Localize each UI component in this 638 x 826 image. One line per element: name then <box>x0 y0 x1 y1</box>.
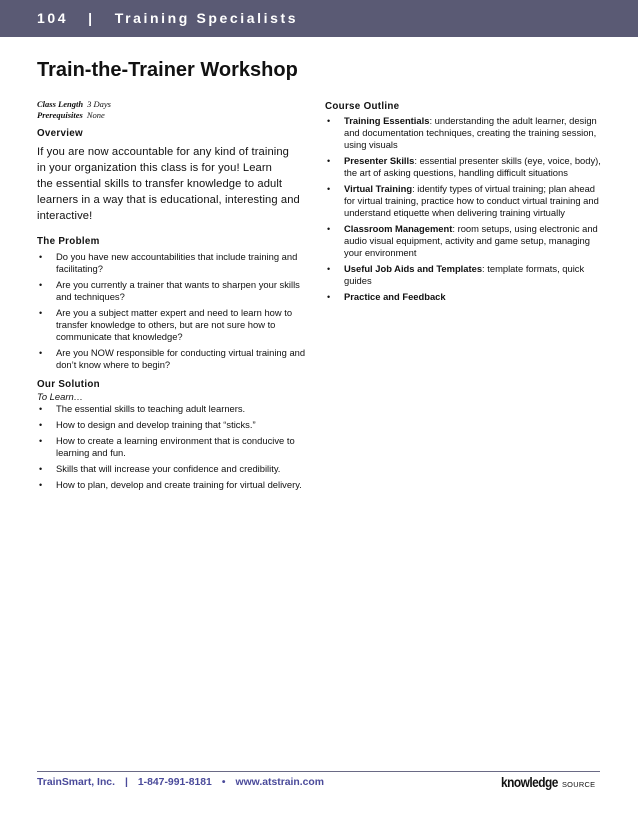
overview-line: the essential skills to transfer knowledge to adult <box>37 178 283 190</box>
overview-line: in your organization this class is for you! Learn <box>37 162 272 174</box>
list-item-text: Are you NOW responsible for conducting virtual training and don’t know where to begin? <box>56 347 306 370</box>
problem-list <box>37 251 313 371</box>
outline-list <box>325 115 605 303</box>
bullet-icon: • <box>327 224 331 234</box>
prerequisites <box>37 110 313 121</box>
overview-heading: Overview <box>37 128 83 139</box>
list-item <box>37 479 313 491</box>
outline-item-text: : essential presenter skills (eye, voice, body), the art of asking questions, handling difficult situations <box>344 155 601 178</box>
list-item <box>37 463 313 475</box>
left-column <box>37 99 313 495</box>
bullet-icon: • <box>327 264 331 274</box>
page-title: Train-the-Trainer Workshop <box>37 59 298 81</box>
list-item <box>37 403 313 415</box>
solution-subheading: To Learn… <box>37 391 84 402</box>
list-item-text: Skills that will increase your confidence and credibility. <box>56 463 281 474</box>
bullet-icon: • <box>39 404 43 414</box>
footer-company: TrainSmart, Inc. <box>37 777 115 788</box>
list-item-text: The essential skills to teaching adult learners. <box>56 403 246 414</box>
overview-text <box>37 144 313 224</box>
bullet-icon: • <box>39 464 43 474</box>
running-header <box>37 10 298 26</box>
class-length-value: 3 Days <box>87 99 111 109</box>
bullet-icon: • <box>39 436 43 446</box>
list-item <box>325 115 605 151</box>
bullet-icon: • <box>39 308 43 318</box>
footer-website[interactable]: www.atstrain.com <box>235 777 325 788</box>
outline-item-label: Presenter Skills <box>344 155 415 166</box>
bullet-icon: • <box>327 116 331 126</box>
outline-item-label: Training Essentials <box>344 115 430 126</box>
list-item <box>37 419 313 431</box>
footer-separator: | <box>124 777 128 788</box>
bullet-icon: • <box>39 348 43 358</box>
header-separator: | <box>88 10 95 26</box>
page-number: 104 <box>37 10 69 26</box>
list-item-text: How to design and develop training that “sticks.” <box>56 419 256 430</box>
list-item <box>37 279 313 303</box>
outline-item-label: Virtual Training <box>344 183 413 194</box>
list-item <box>37 347 313 371</box>
list-item <box>325 291 605 303</box>
list-item-text: Are you a subject matter expert and need to learn how to transfer knowledge to others, but are not sure how to communicate that knowledge? <box>56 307 293 342</box>
outline-heading: Course Outline <box>325 101 400 112</box>
list-item-text: How to plan, develop and create training for virtual delivery. <box>56 479 302 490</box>
list-item <box>325 263 605 287</box>
list-item <box>325 223 605 259</box>
list-item-text: Are you currently a trainer that wants to sharpen your skills and techniques? <box>56 279 300 302</box>
problem-heading: The Problem <box>37 236 100 247</box>
solution-list <box>37 403 313 491</box>
bullet-icon: • <box>39 480 43 490</box>
class-length <box>37 99 313 110</box>
logo-main-text: knowledge <box>501 774 558 790</box>
outline-item-label: Useful Job Aids and Templates <box>344 263 483 274</box>
outline-item-label: Classroom Management <box>344 223 453 234</box>
solution-heading: Our Solution <box>37 379 100 390</box>
overview-line: If you are now accountable for any kind of training <box>37 146 289 158</box>
bullet-icon: • <box>39 280 43 290</box>
prerequisites-label: Prerequisites <box>37 110 83 120</box>
outline-item-text: : template formats, quick guides <box>344 263 585 286</box>
prerequisites-value: None <box>86 110 105 120</box>
knowledgesource-logo <box>501 774 595 792</box>
overview-line: interactive! <box>37 210 93 222</box>
bullet-icon: • <box>39 420 43 430</box>
list-item-text: Do you have new accountabilities that include training and facilitating? <box>56 251 298 274</box>
list-item-text: How to create a learning environment that is conducive to learning and fun. <box>56 435 295 458</box>
list-item <box>37 307 313 343</box>
outline-item-text: : identify types of virtual training; plan ahead for virtual training, practice how to conduct virtual training and understand etiquette when delivering training virtually <box>344 183 599 218</box>
right-column <box>325 101 605 307</box>
footer-bullet: • <box>221 777 226 788</box>
outline-item-text: : room setups, using electronic and audio visual equipment, activity and game setup, managing your environment <box>344 223 598 258</box>
bullet-icon: • <box>39 252 43 262</box>
outline-item-label: Practice and Feedback <box>344 291 446 302</box>
outline-item-text: : understanding the adult learner, design and documentation techniques, creating the training session, using visuals <box>344 115 597 150</box>
bullet-icon: • <box>327 156 331 166</box>
logo-sub-text: SOURCE <box>561 780 596 789</box>
bullet-icon: • <box>327 292 331 302</box>
footer-contact <box>37 777 324 788</box>
overview-line: learners in a way that is educational, interesting and <box>37 194 300 206</box>
class-length-label: Class Length <box>37 99 84 109</box>
list-item <box>37 251 313 275</box>
list-item <box>325 183 605 219</box>
list-item <box>325 155 605 179</box>
footer-divider <box>37 771 600 772</box>
section-title: Training Specialists <box>114 10 299 26</box>
list-item <box>37 435 313 459</box>
footer-phone: 1-847-991-8181 <box>137 777 212 788</box>
bullet-icon: • <box>327 184 331 194</box>
